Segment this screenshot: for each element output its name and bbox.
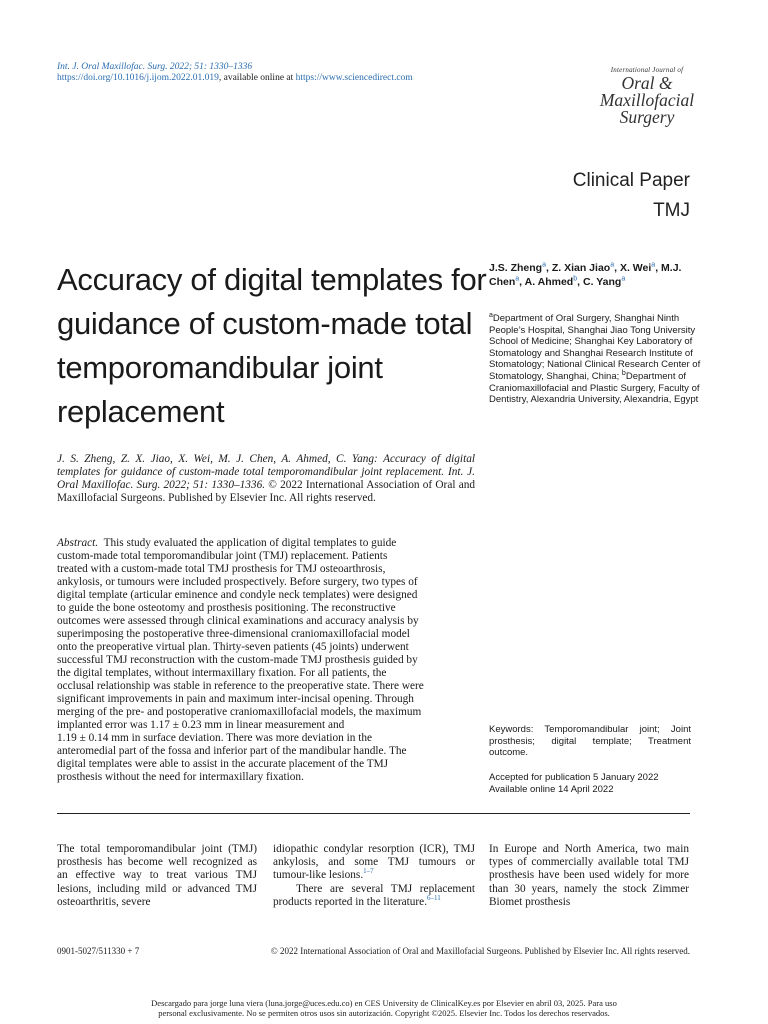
author-list [489, 261, 704, 289]
reference-link[interactable]: 1–7 [363, 867, 374, 876]
author-name: J.S. Zheng [489, 262, 543, 274]
author-separator: , [614, 262, 620, 274]
author [620, 262, 661, 274]
abstract-line: implanted error was 1.17 ± 0.23 mm in linear measurement and [57, 719, 345, 731]
body-text: The total temporomandibular joint (TMJ) prosthesis has become well recognized as an effective way to treat various TMJ lesions, including mild or advanced TMJ osteoarthritis, severe [57, 843, 257, 908]
download-notice-line: personal exclusivamente. No se permiten otros usos sin autorización. Copyright ©2025. Elsevier Inc. Todos los derechos reservados. [158, 1008, 610, 1018]
abstract-line: the digital templates, without intermaxillary fixation. For all patients, the [57, 667, 387, 679]
available-text: , available online at [218, 73, 296, 83]
journal-logo-line: Maxillofacial [599, 90, 695, 110]
abstract-line: 1.19 ± 0.14 mm in surface deviation. There was more deviation in the [57, 732, 373, 744]
publication-dates [489, 772, 704, 795]
abstract-line: ankylosis, or tumours were included prospectively. Before surgery, two types of [57, 576, 418, 588]
author-separator: , [577, 276, 583, 288]
keywords [489, 724, 691, 759]
journal-citation-header [57, 62, 413, 84]
abstract-line: superimposing the postoperative three-dimensional craniomaxillofacial model [57, 628, 410, 640]
doi-link[interactable]: https://doi.org/10.1016/j.ijom.2022.01.019 [57, 73, 219, 83]
author-name: A. Ahmed [524, 276, 574, 288]
journal-citation: Int. J. Oral Maxillofac. Surg. 2022; 51: 1330–1336 [57, 62, 253, 72]
sciencedirect-link[interactable]: https://www.sciencedirect.com [295, 73, 413, 83]
abstract-line: significant improvements in pain and maximum inter-incisal opening. Through [57, 693, 414, 705]
section-divider [57, 813, 690, 814]
abstract-line: custom-made total temporomandibular joint (TMJ) replacement. Patients [57, 550, 388, 562]
author-separator: , [519, 276, 525, 288]
author-name: Z. Xian Jiao [551, 262, 611, 274]
affiliations [489, 313, 704, 406]
abstract [57, 537, 475, 784]
abstract-line: occlusal relationship was stable in reference to the preoperative state. There were [57, 680, 424, 692]
affiliation-marker[interactable]: a [651, 261, 656, 269]
abstract-line: onto the preoperative virtual plan. Thirty-seven patients (45 joints) underwent [57, 641, 409, 653]
author [552, 262, 620, 274]
affiliation-b-marker: b [621, 369, 626, 377]
abstract-line: digital templates were able to assist in the accurate placement of the TMJ [57, 758, 389, 770]
affiliation-marker[interactable]: a [515, 275, 520, 283]
affiliation-b-text: Department of Craniomaxillofacial and Plastic Surgery, Faculty of Dentistry, Alexandria University, Alexandria, Egypt [489, 370, 700, 406]
journal-logo-line: Oral & [621, 73, 673, 93]
how-to-cite-reference: J. S. Zheng, Z. X. Jiao, X. Wei, M. J. Chen, A. Ahmed, C. Yang: Accuracy of digital templates for guidance of custom-made total temporomandibular joint replacement. Int. J. Oral Maxillofac. Surg. 2022; 51: 1330–1336. [57, 453, 475, 491]
abstract-line: anteromedial part of the fossa and inferior part of the mandibular handle. The [57, 745, 407, 757]
download-notice [100, 998, 668, 1018]
paper-title: Accuracy of digital templates for guidance of custom-made total temporomandibular joint replacement [57, 262, 487, 429]
abstract-line-text: This study evaluated the application of digital templates to guide [103, 537, 397, 549]
body-text: There are several TMJ replacement products reported in the literature. [273, 882, 475, 908]
online-date: Available online 14 April 2022 [489, 783, 614, 795]
paper-category: Clinical Paper [572, 170, 690, 191]
reference-link[interactable]: 6–11 [427, 894, 441, 903]
abstract-line: digital template (articular eminence and condyle neck templates) were designed [57, 589, 418, 601]
body-column-2 [273, 843, 475, 909]
body-text: idiopathic condylar resorption (ICR), TMJ ankylosis, and some TMJ tumours or tumour-like lesions. [273, 843, 475, 882]
abstract-line: treated with a custom-made total TMJ prosthesis for TMJ osteoarthrosis, [57, 563, 386, 575]
abstract-line [57, 537, 475, 550]
body-column-3 [489, 843, 689, 909]
journal-logo-line: Surgery [619, 107, 675, 127]
how-to-cite [57, 453, 475, 505]
accepted-date: Accepted for publication 5 January 2022 [489, 772, 659, 783]
journal-logo-line: International Journal of [610, 66, 684, 74]
body-column-1 [57, 843, 257, 909]
affiliation-marker[interactable]: a [610, 261, 615, 269]
keywords-text: Temporomandibular joint; Joint prosthesis; digital template; Treatment outcome. [489, 724, 691, 758]
abstract-line: prosthesis without the need for intermaxillary fixation. [57, 771, 304, 783]
abstract-line: successful TMJ reconstruction with the custom-made TMJ prosthesis guided by [57, 654, 418, 666]
author [489, 262, 552, 274]
author-name: M.J. Chen [489, 262, 682, 288]
affiliation-marker[interactable]: b [573, 275, 578, 283]
affiliation-marker[interactable]: a [621, 275, 626, 283]
paper-subcategory: TMJ [653, 200, 690, 221]
abstract-line: to guide the bone osteotomy and prosthesis positioning. The reconstructive [57, 602, 396, 614]
affiliation-a-marker: a [489, 311, 493, 319]
journal-logo [592, 66, 702, 126]
abstract-line: merging of the pre- and postoperative craniomaxillofacial models, the maximum [57, 706, 422, 718]
affiliation-a-text: Department of Oral Surgery, Shanghai Ninth People’s Hospital, Shanghai Jiao Tong University School of Medicine; Shanghai Key Laboratory of Stomatology and Shanghai Research Institute of Stomatology; National Clinical Research Center of Stomatology, Shanghai, China; [489, 313, 701, 382]
keywords-label: Keywords: [489, 724, 534, 735]
article-code: 0901-5027/511330 + 7 [57, 946, 140, 956]
abstract-line: outcomes were assessed through clinical examinations and accuracy analysis by [57, 615, 419, 627]
author [525, 276, 583, 288]
author-separator: , [655, 262, 662, 274]
footer-copyright: © 2022 International Association of Oral and Maxillofacial Surgeons. Published by Elsevier Inc. All rights reserved. [270, 946, 690, 956]
download-notice-line: Descargado para jorge luna viera (luna.jorge@uces.edu.co) en CES University de ClinicalKey.es por Elsevier en abril 03, 2025. Para uso [151, 998, 617, 1008]
body-text: In Europe and North America, two main types of commercially available total TMJ prosthesis have been used widely for more than 30 years, namely the stock Zimmer Biomet prosthesis [489, 843, 689, 908]
affiliation-marker[interactable]: a [542, 261, 546, 269]
author-separator: , [546, 262, 552, 274]
abstract-label: Abstract. [57, 537, 99, 549]
paper-type [573, 166, 690, 226]
how-to-cite-copyright: © 2022 International Association of Oral and Maxillofacial Surgeons. Published by Elsevier Inc. All rights reserved. [57, 479, 476, 504]
author-name: C. Yang [582, 276, 622, 288]
author [583, 276, 625, 288]
author-name: X. Wei [619, 262, 652, 274]
